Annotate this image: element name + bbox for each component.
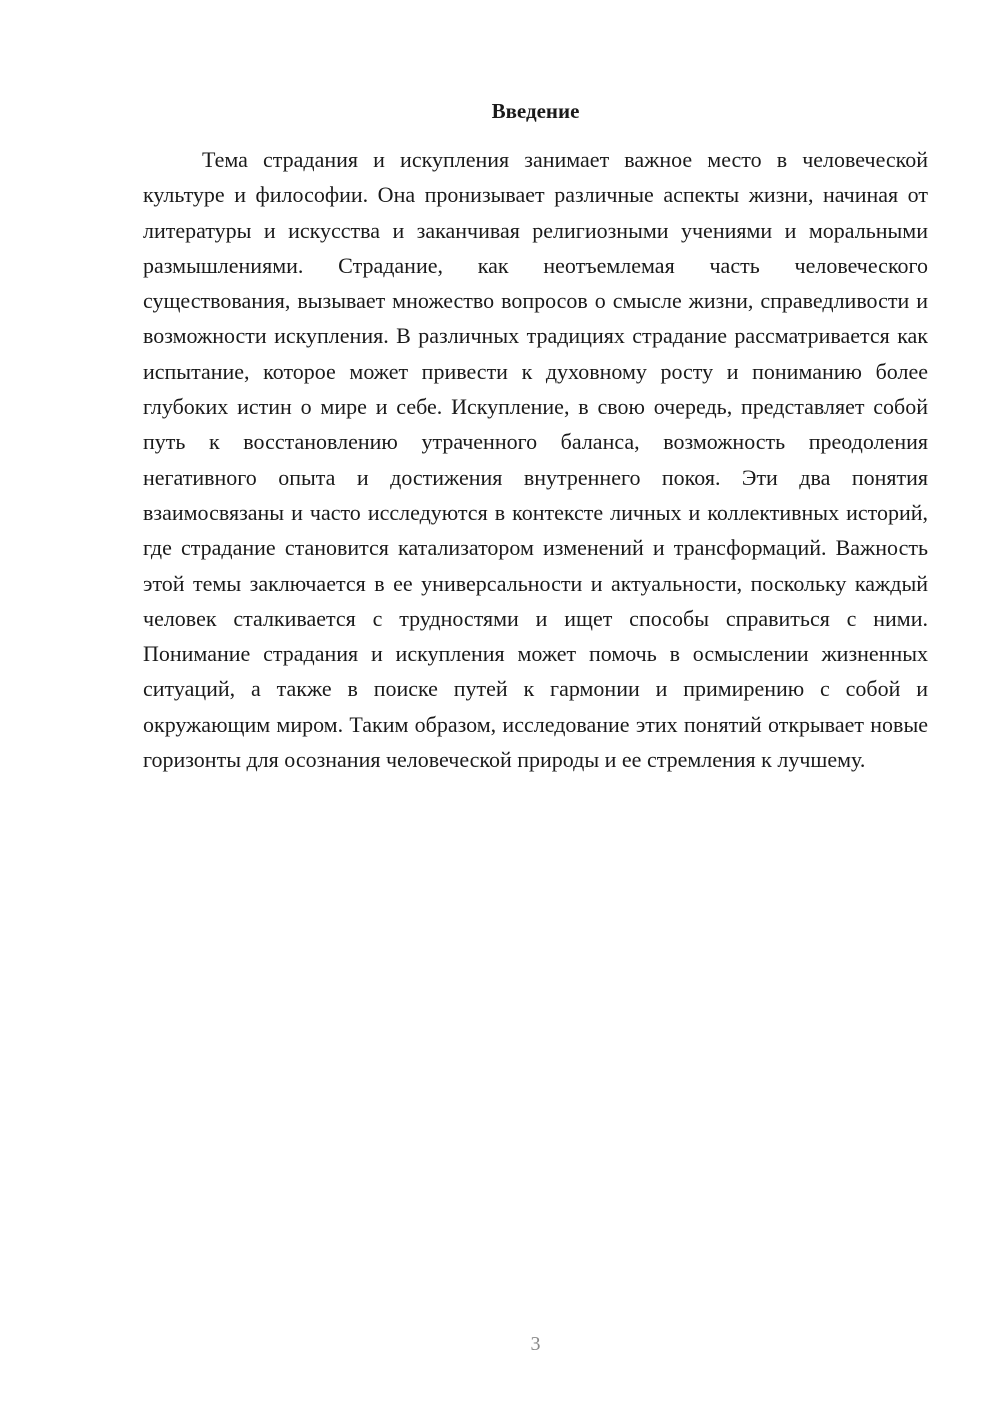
section-heading: Введение	[491, 99, 580, 123]
page-number: 3	[530, 1333, 541, 1355]
body-paragraph: Тема страдания и искупления занимает важное место в человеческой культуре и философии. Она пронизывает различные аспекты жизни, начиная от литературы и искусства и заканчивая религиозными учениями и моральными размышлениями. Страдание, как неотъемлемая часть человеческого существования, вызывает множество вопросов о смысле жизни, справедливости и возможности искупления. В различных традициях страдание рассматривается как испытание, которое может привести к духовному росту и пониманию более глубоких истин о мире и себе. Искупление, в свою очередь, представляет собой путь к восстановлению утраченного баланса, возможность преодоления негативного опыта и достижения внутреннего покоя. Эти два понятия взаимосвязаны и часто исследуются в контексте личных и коллективных историй, где страдание становится катализатором изменений и трансформаций. Важность этой темы заключается в ее универсальности и актуальности, поскольку каждый человек сталкивается с трудностями и ищет способы справиться с ними. Понимание страдания и искупления может помочь в осмыслении жизненных ситуаций, а также в поиске путей к гармонии и примирению с собой и окружающим миром. Таким образом, исследование этих понятий открывает новые горизонты для осознания человеческой природы и ее стремления к лучшему.	[143, 147, 928, 773]
